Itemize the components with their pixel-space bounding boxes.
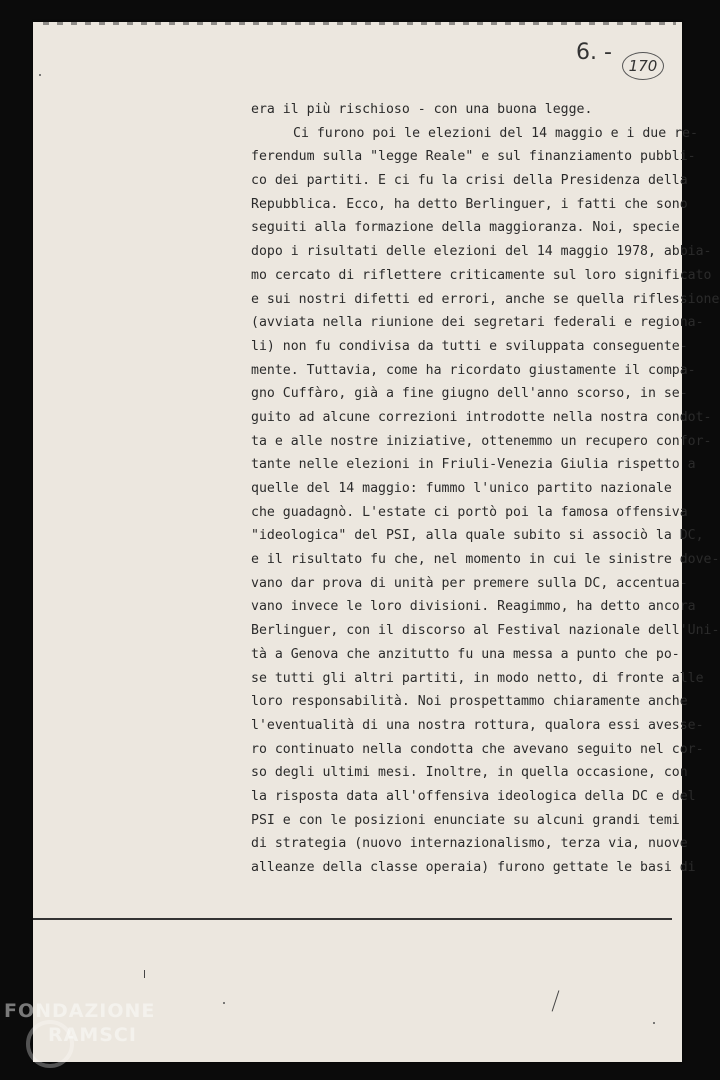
text-line: li) non fu condivisa da tutti e sviluppata conseguente- bbox=[251, 338, 688, 354]
bottom-horizontal-rule bbox=[33, 918, 672, 920]
pen-stroke-mark bbox=[144, 970, 145, 978]
text-line: dopo i risultati delle elezioni del 14 maggio 1978, abbia- bbox=[251, 244, 712, 260]
text-line: di strategia (nuovo internazionalismo, terza via, nuove bbox=[251, 836, 688, 852]
text-line: vano dar prova di unità per premere sulla DC, accentua- bbox=[251, 575, 688, 591]
text-line: Ci furono poi le elezioni del 14 maggio e i due re- bbox=[293, 125, 698, 141]
text-line: Repubblica. Ecco, ha detto Berlinguer, i fatti che sono bbox=[251, 196, 688, 212]
text-line: gno Cuffàro, già a fine giugno dell'anno scorso, in se- bbox=[251, 386, 688, 402]
top-edge-rule bbox=[43, 22, 676, 25]
text-line: era il più rischioso - con una buona legge. bbox=[251, 102, 593, 117]
archive-watermark-logo bbox=[4, 1000, 155, 1046]
text-line: tà a Genova che anzitutto fu una messa a punto che po- bbox=[251, 646, 680, 662]
text-line: Berlinguer, con il discorso al Festival nazionale dell'Uni- bbox=[251, 623, 720, 639]
paper-speck bbox=[653, 1022, 655, 1024]
typed-body-text bbox=[251, 98, 720, 880]
text-line: e sui nostri difetti ed errori, anche se quella riflessione bbox=[251, 291, 720, 307]
text-line: l'eventualità di una nostra rottura, qualora essi avesse- bbox=[251, 717, 704, 733]
pen-stroke-mark bbox=[552, 990, 560, 1011]
document-page bbox=[33, 22, 720, 1062]
text-line: ro continuato nella condotta che avevano seguito nel cor- bbox=[251, 741, 704, 757]
text-line: co dei partiti. E ci fu la crisi della Presidenza della bbox=[251, 173, 688, 189]
folio-number-circled: 170 bbox=[622, 52, 664, 80]
text-line: seguiti alla formazione della maggioranza. Noi, specie bbox=[251, 220, 680, 236]
text-line: so degli ultimi mesi. Inoltre, in quella occasione, con bbox=[251, 765, 688, 781]
text-line: ferendum sulla "legge Reale" e sul finanziamento pubbli- bbox=[251, 149, 696, 165]
text-line: tante nelle elezioni in Friuli-Venezia Giulia rispetto a bbox=[251, 457, 696, 473]
watermark-line-2: RAMSCI bbox=[48, 1024, 137, 1046]
text-line: e il risultato fu che, nel momento in cui le sinistre dove- bbox=[251, 552, 720, 568]
paper-speck bbox=[39, 74, 41, 76]
text-line: mo cercato di riflettere criticamente sul loro significato bbox=[251, 267, 712, 283]
text-line: alleanze della classe operaia) furono gettate le basi di bbox=[251, 860, 696, 875]
text-line: che guadagnò. L'estate ci portò poi la famosa offensiva bbox=[251, 504, 688, 520]
text-line: (avviata nella riunione dei segretari federali e regiona- bbox=[251, 315, 704, 331]
text-line: PSI e con le posizioni enunciate su alcuni grandi temi bbox=[251, 812, 680, 828]
text-line: loro responsabilità. Noi prospettammo chiaramente anche bbox=[251, 694, 688, 710]
text-line: "ideologica" del PSI, alla quale subito si associò la DC, bbox=[251, 528, 704, 544]
page-number: 6. - bbox=[576, 40, 612, 65]
text-line: mente. Tuttavia, come ha ricordato giustamente il compa- bbox=[251, 362, 696, 378]
text-line: se tutti gli altri partiti, in modo netto, di fronte alle bbox=[251, 670, 704, 686]
text-line: quelle del 14 maggio: fummo l'unico partito nazionale bbox=[251, 481, 672, 496]
g-logo-icon bbox=[26, 1020, 74, 1068]
paper-speck bbox=[223, 1002, 225, 1004]
text-line: ta e alle nostre iniziative, ottenemmo un recupero confor- bbox=[251, 433, 712, 449]
watermark-line-1: FONDAZIONE bbox=[4, 1000, 156, 1022]
text-line: vano invece le loro divisioni. Reagimmo, ha detto ancora bbox=[251, 599, 696, 615]
text-line: guito ad alcune correzioni introdotte nella nostra condot- bbox=[251, 409, 712, 425]
text-line: la risposta data all'offensiva ideologica della DC e del bbox=[251, 788, 696, 804]
